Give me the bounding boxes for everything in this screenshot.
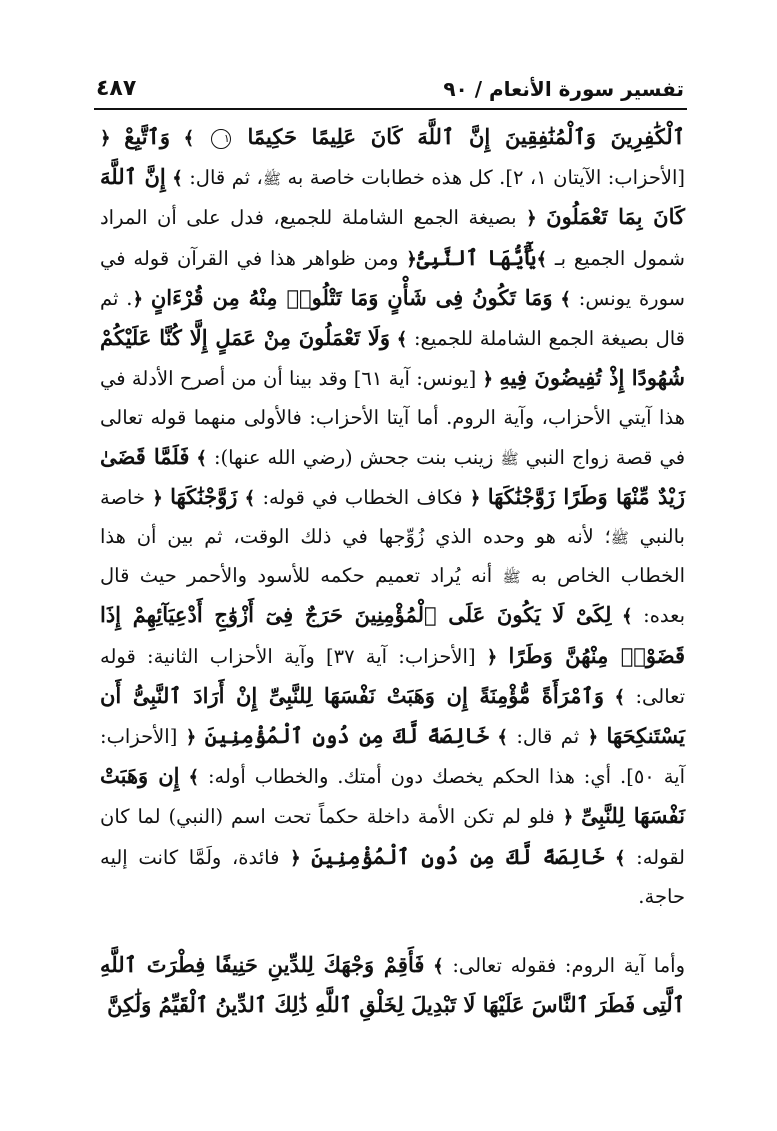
quran-verse: فَأَقِمْ وَجْهَكَ لِلدِّينِ حَنِيفًا فِطْرَتَ ٱللَّهِ ٱلَّتِى فَطَرَ ٱلنَّاسَ عَلَيْهَا لَا تَبْدِيلَ لِخَلْقِ ٱللَّهِ ذَٰلِكَ ٱلدِّينُ ٱلْقَيِّمُ وَلَٰكِنَّ xyxy=(100,952,685,1018)
quran-bracket: ﴾ xyxy=(497,727,508,749)
quran-bracket: ﴿ xyxy=(526,208,537,230)
body-text: . ثم قال بصيغة الجمع الشاملة للجميع: xyxy=(100,286,686,351)
quran-bracket: ﴿ xyxy=(152,487,163,509)
quran-bracket: ﴾ xyxy=(622,606,633,628)
quran-bracket: ﴿ xyxy=(469,487,481,509)
body-text: خاصة بالنبي xyxy=(100,485,685,549)
body-text: فائدة، ولَمَّا كانت إليه حاجة. xyxy=(100,845,685,908)
quran-bracket: ﴿ xyxy=(100,128,111,149)
verse-number-marker: ١ xyxy=(211,129,231,149)
quran-verse: وَمَا تَكُونُ فِى شَأْنٍ وَمَا تَتْلُوا۟ مِنْهُ مِن قُرْءَانٍ xyxy=(150,284,553,310)
quran-bracket: ﴿ xyxy=(587,727,599,749)
quran-bracket: ﴿ xyxy=(290,847,301,869)
quran-bracket: ﴾ xyxy=(536,248,548,270)
quran-bracket: ﴿ xyxy=(406,248,417,270)
quran-bracket: ﴾ xyxy=(244,487,256,509)
quran-verse: إِن وَهَبَتْ نَفْسَهَا لِلنَّبِىِّ xyxy=(100,763,685,829)
quran-bracket: ﴾ xyxy=(172,168,183,190)
quran-verse: ٱلْكَٰفِرِينَ وَٱلْمُنَٰفِقِينَ إِنَّ ٱللَّهَ كَانَ عَلِيمًا حَكِيمًا xyxy=(247,124,685,149)
body-text: [الأحزاب: آية ٥٠]. أي: هذا الحكم يخصك دون أمتك. والخطاب أوله: xyxy=(100,725,686,789)
quran-bracket: ﴾ xyxy=(183,128,195,149)
quran-bracket: ﴾ xyxy=(614,847,626,869)
body-text: زينب بنت جحش (رضي الله عنها): xyxy=(213,445,494,469)
page-body xyxy=(100,118,685,1025)
quran-bracket: ﴾ xyxy=(560,288,571,310)
paragraph-2 xyxy=(100,946,685,1025)
quran-bracket: ﴿ xyxy=(562,807,574,829)
body-text: فكاف الخطاب في قوله: xyxy=(262,485,463,509)
body-text: [الأحزاب: آية ٣٧] وآية الأحزاب الثانية: قوله تعالى: xyxy=(100,644,686,708)
salla-ligature: ﷺ xyxy=(500,449,519,468)
body-text: ؛ لأنه هو وحده الذي زُوِّجها في ذلك الوقت، ثم بين أن هذا الخطاب الخاص به xyxy=(100,525,686,588)
quran-verse: لِكَىْ لَا يَكُونَ عَلَى ٱلْمُؤْمِنِينَ حَرَجٌ فِىٓ أَزْوَٰجِ أَدْعِيَآئِهِمْ إِذَا قَضَوْا۟ مِنْهُنَّ وَطَرًا xyxy=(100,602,686,668)
quran-verse: خَالِصَةً لَّكَ مِن دُونِ ٱلْمُؤْمِنِينَ xyxy=(204,723,489,749)
quran-verse: خَالِصَةً لَّكَ مِن دُونِ ٱلْمُؤْمِنِينَ xyxy=(311,843,605,869)
salla-ligature: ﷺ xyxy=(262,170,281,189)
quran-verse: وَلَا تَعْمَلُونَ مِنْ عَمَلٍ إِلَّا كُنَّا عَلَيْكُمْ شُهُودًا إِذْ تُفِيضُونَ فِيهِ xyxy=(100,325,686,391)
quran-verse: يَٰٓأَيُّهَا ٱلنَّبِىُّ xyxy=(416,244,537,270)
body-text: ثم قال: xyxy=(516,725,580,749)
quran-bracket: ﴿ xyxy=(486,646,498,668)
paragraph-spacer xyxy=(100,916,685,946)
quran-verse: وَٱمْرَأَةً مُّؤْمِنَةً إِن وَهَبَتْ نَفْسَهَا لِلنَّبِىِّ إِنْ أَرَادَ ٱلنَّبِىُّ أَن يَسْتَنكِحَهَا xyxy=(100,682,686,749)
running-title: تفسير سورة الأنعام / ٩٠ xyxy=(443,77,684,101)
header-rule xyxy=(94,108,687,110)
quran-bracket: ﴾ xyxy=(196,447,207,469)
salla-ligature: ﷺ xyxy=(610,529,629,548)
body-text: وأما آية الروم: فقوله تعالى: xyxy=(452,954,685,978)
body-text: ومن ظواهر هذا في القرآن قوله في سورة يونس: xyxy=(100,246,685,310)
page-number: ٤٨٧ xyxy=(96,76,137,101)
quran-bracket: ﴾ xyxy=(433,956,444,978)
body-text: بصيغة الجمع الشاملة للجميع، فدل على أن المراد شمول الجميع بـ xyxy=(100,206,686,270)
quran-verse: زَوَّجْنَٰكَهَا xyxy=(170,483,238,509)
quran-verse: وَٱتَّبِعْ xyxy=(124,124,170,149)
body-text: ، ثم قال: xyxy=(189,166,263,190)
body-text: [يونس: آية ٦١] وقد بينا أن من أصرح الأدلة في هذا آيتي الأحزاب، وآية الروم. أما آيتا الأحزاب: فالأولى منهما قوله تعالى في قصة زواج النبي xyxy=(100,367,686,469)
quran-bracket: ﴾ xyxy=(396,329,408,351)
quran-bracket: ﴿ xyxy=(482,369,494,391)
salla-ligature: ﷺ xyxy=(502,568,521,587)
quran-verse: فَلَمَّا قَضَىٰ زَيْدٌ مِّنْهَا وَطَرًا زَوَّجْنَٰكَهَا xyxy=(100,443,686,509)
quran-bracket: ﴿ xyxy=(132,288,143,310)
quran-bracket: ﴾ xyxy=(188,767,199,789)
quran-bracket: ﴿ xyxy=(185,727,197,749)
body-text: أنه يُراد تعميم حكمه للأسود والأحمر حيث قال بعده: xyxy=(100,564,685,628)
page-header xyxy=(96,64,684,104)
quran-bracket: ﴾ xyxy=(614,686,625,708)
body-text: فلو لم تكن الأمة داخلة حكماً تحت اسم (النبي) لما كان لقوله: xyxy=(100,805,686,869)
body-text: [الأحزاب: الآيتان ١، ٢]. كل هذه خطابات خاصة به xyxy=(287,166,686,190)
quran-verse: إِنَّ ٱللَّهَ كَانَ بِمَا تَعْمَلُونَ xyxy=(100,164,685,230)
paragraph-1 xyxy=(100,118,685,916)
